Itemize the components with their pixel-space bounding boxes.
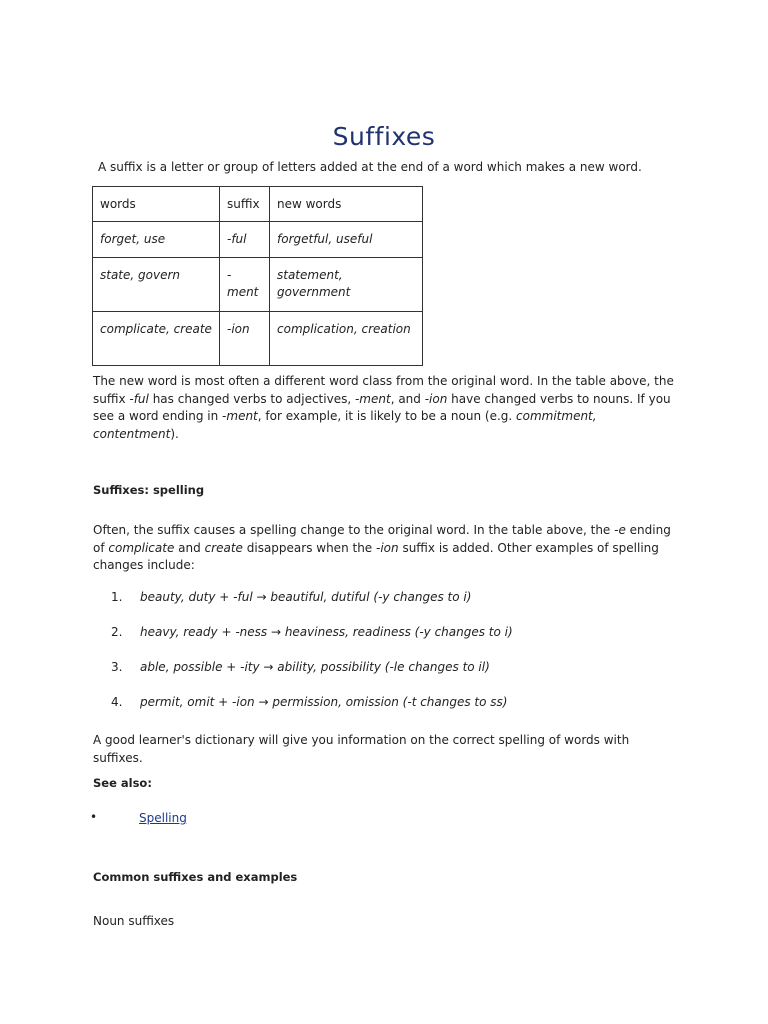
text-run: Often, the suffix causes a spelling change to the original word. In the table above, the <box>93 523 615 537</box>
intro-text: A suffix is a letter or group of letters added at the end of a word which makes a new word. <box>98 160 642 174</box>
text-run: ending of <box>93 523 671 555</box>
header-suffix: suffix <box>220 187 270 222</box>
dictionary-paragraph: A good learner's dictionary will give you information on the correct spelling of words with suffixes. <box>93 733 630 765</box>
text-run: -e <box>614 523 626 537</box>
header-new-words: new words <box>270 187 423 222</box>
table-cell: forget, use <box>93 222 220 258</box>
table-cell: -ion <box>220 312 270 366</box>
text-run: -ion <box>376 540 399 555</box>
table-row <box>93 312 423 366</box>
text-run: -ion <box>424 391 448 406</box>
list-item-text: able, possible + -ity → ability, possibility (-le changes to il) <box>140 660 490 674</box>
text-run: -ment <box>354 391 391 406</box>
text-run: and <box>174 540 205 555</box>
list-number: 4. <box>111 695 123 709</box>
list-item-text: heavy, ready + -ness → heaviness, readiness (-y changes to i) <box>140 625 513 639</box>
text-run: have changed verbs to nouns. If you see a word ending in <box>93 391 671 423</box>
table-cell: complicate, create <box>93 312 220 366</box>
page-title: Suffixes <box>332 122 436 151</box>
text-run: create <box>204 540 243 555</box>
table-row <box>93 222 423 258</box>
table-row <box>93 258 423 312</box>
text-run: The new word is most often a different word class from the original word. In the table above, the suffix <box>93 374 674 406</box>
see-also-heading: See also: <box>93 776 152 790</box>
spelling-link[interactable]: Spelling <box>139 811 187 825</box>
spelling-paragraph <box>93 522 678 575</box>
bullet-icon: • <box>90 810 98 824</box>
common-suffixes-heading: Common suffixes and examples <box>93 870 298 884</box>
list-item-text: permit, omit + -ion → permission, omission (-t changes to ss) <box>140 695 508 709</box>
noun-suffixes-label: Noun suffixes <box>93 914 175 928</box>
text-run: commitment, contentment <box>93 409 597 441</box>
text-run: complicate <box>108 540 175 555</box>
table-header-row <box>93 187 423 222</box>
table-cell: forgetful, useful <box>270 222 423 258</box>
text-run: , and <box>390 391 425 406</box>
table-cell: state, govern <box>93 258 220 312</box>
spelling-heading: Suffixes: spelling <box>93 483 205 497</box>
text-run: -ment <box>222 409 258 423</box>
table-cell: statement, government <box>270 258 423 312</box>
text-run: , for example, it is likely to be a noun (e.g. <box>257 409 517 423</box>
table-cell: -ment <box>220 258 270 312</box>
suffix-table <box>92 186 423 366</box>
table-cell: complication, creation <box>270 312 423 366</box>
table-cell: -ful <box>220 222 270 258</box>
header-words: words <box>93 187 220 222</box>
text-run: ). <box>170 426 179 441</box>
list-number: 2. <box>111 625 123 639</box>
list-number: 3. <box>111 660 123 674</box>
text-run: -ful <box>129 391 149 406</box>
text-run: disappears when the <box>242 540 376 555</box>
text-run: suffix is added. Other examples of spelling changes include: <box>93 540 659 572</box>
word-class-paragraph <box>93 373 678 443</box>
list-item-text: beauty, duty + -ful → beautiful, dutiful (-y changes to i) <box>140 590 472 604</box>
text-run: has changed verbs to adjectives, <box>148 391 355 406</box>
list-number: 1. <box>111 590 123 604</box>
